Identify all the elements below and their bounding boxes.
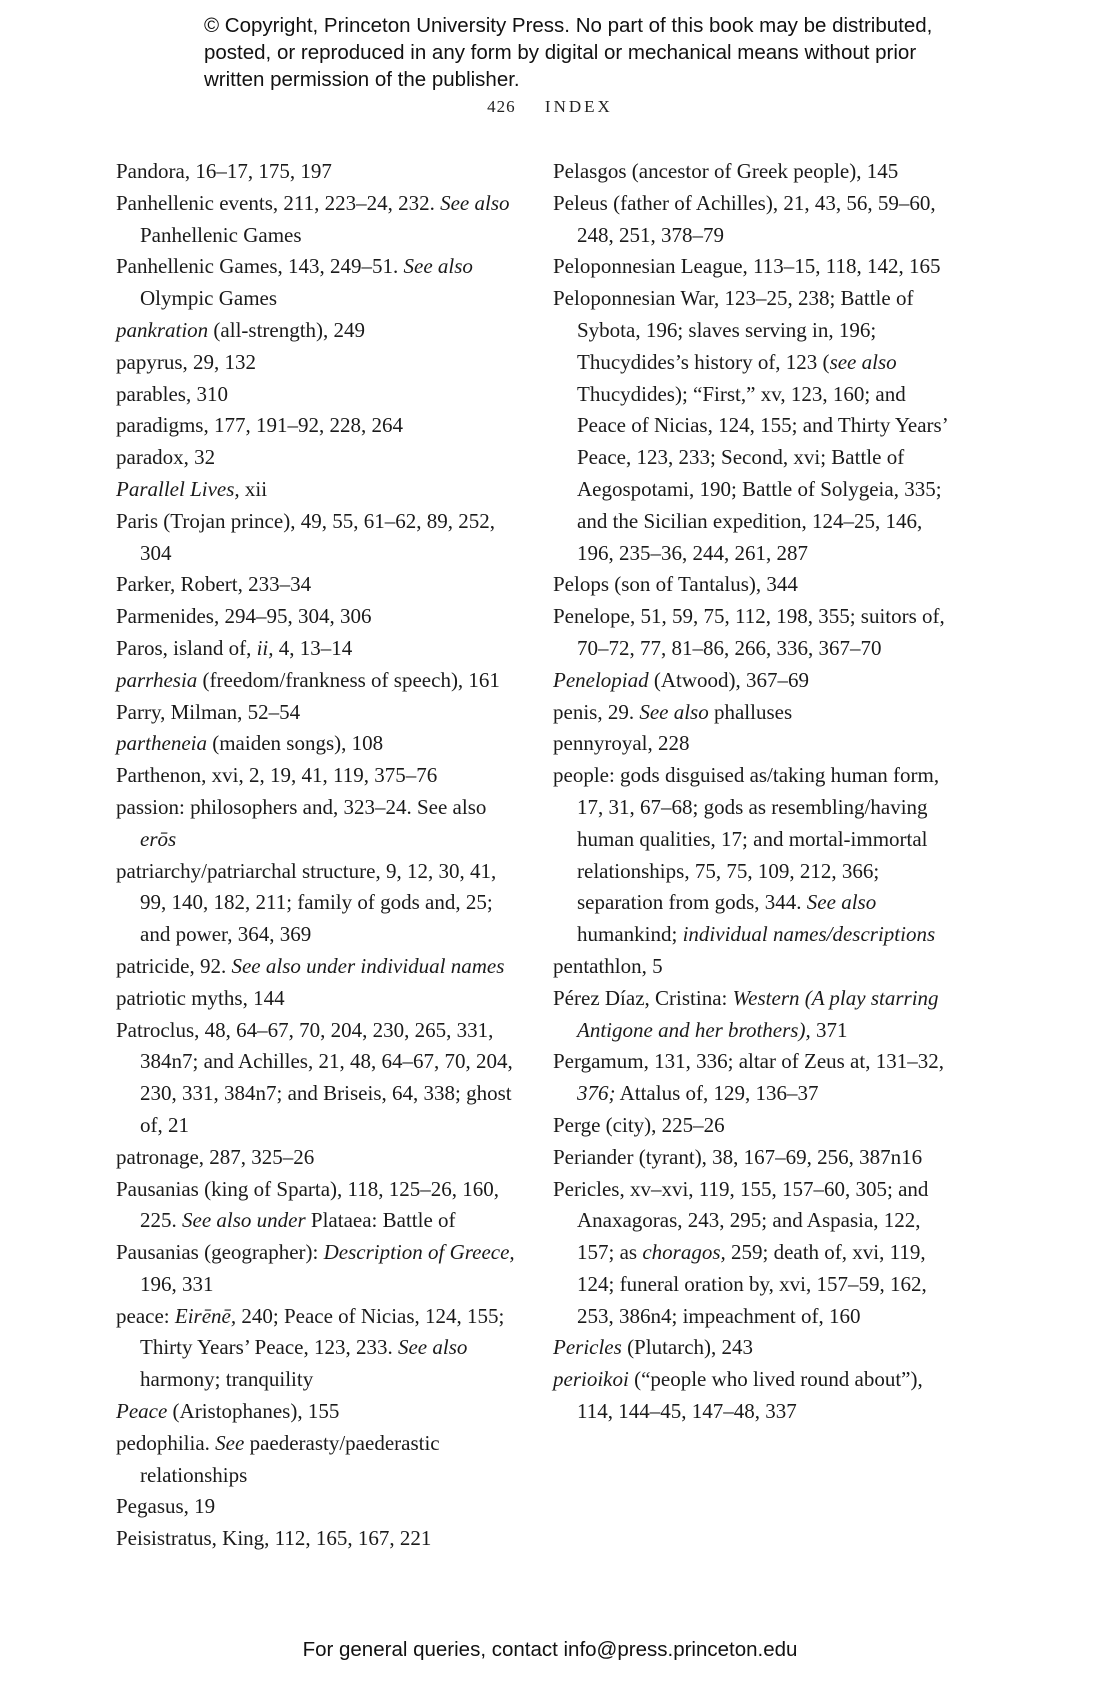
index-entry (553, 1046, 953, 1110)
index-entry (116, 474, 516, 506)
entry-italic-text: pankration (116, 317, 209, 342)
entry-italic-text: Description of Greece, (323, 1240, 515, 1265)
index-entry (553, 951, 953, 983)
section-title: INDEX (544, 97, 613, 116)
index-entry (116, 442, 516, 474)
entry-text: Pandora, 16–17, 175, 197 (116, 159, 332, 183)
entry-text: patriarchy/patriarchal structure, 9, 12, 30, 41, 99, 140, 182, 211; family of gods and, 25; and power, 364, 369 (116, 858, 497, 947)
entry-text: Patroclus, 48, 64–67, 70, 204, 230, 265, 331, 384n7; and Achilles, 21, 48, 64–67, 70, 204, 230, 331, 384n7; and Briseis, 64, 338; ghost of, 21 (116, 1017, 513, 1137)
index-entry (116, 856, 516, 951)
entry-italic-text: Western (A play starring Antigone and her brothers), (577, 985, 939, 1042)
index-entry (553, 665, 953, 697)
entry-italic-text: parrhesia (116, 667, 198, 692)
entry-text: Periander (tyrant), 38, 167–69, 256, 387n16 (553, 1144, 923, 1169)
index-entry (116, 188, 516, 252)
entry-italic-text: Pericles (553, 1335, 622, 1360)
index-entry (116, 951, 516, 983)
entry-text: patricide, 92. (116, 953, 232, 978)
entry-italic-text: See also under individual names (231, 953, 505, 978)
entry-text: Panhellenic Games, 143, 249–51. (116, 254, 404, 279)
entry-italic-text: Parallel Lives, (116, 476, 240, 501)
entry-text: Panhellenic events, 211, 223–24, 232. (116, 190, 441, 215)
index-entry (553, 188, 953, 252)
index-entry (553, 156, 953, 188)
index-entry (553, 1174, 953, 1333)
entry-text: pentathlon, 5 (553, 953, 663, 978)
index-entry (116, 1396, 516, 1428)
index-entry (116, 251, 516, 315)
index-entry (116, 601, 516, 633)
entry-text: patronage, 287, 325–26 (116, 1144, 315, 1169)
entry-italic-text: See also (639, 699, 709, 724)
entry-text: Pérez Díaz, Cristina: (553, 985, 733, 1010)
entry-text: Pelasgos (ancestor of Greek people), 145 (553, 159, 899, 183)
entry-text: pennyroyal, 228 (553, 731, 690, 756)
index-entry (553, 1110, 953, 1142)
entry-text: harmony; tranquility (140, 1367, 314, 1392)
entry-text: Peleus (father of Achilles), 21, 43, 56, 59–60, 248, 251, 378–79 (553, 190, 936, 247)
footer-contact: For general queries, contact info@press.princeton.edu (302, 1638, 798, 1661)
running-head (0, 97, 1100, 117)
entry-italic-text: Eirēnē, (174, 1303, 237, 1328)
entry-text: (Plutarch), 243 (621, 1335, 754, 1360)
entry-text: parables, 310 (116, 381, 228, 406)
index-entry (116, 697, 516, 729)
entry-italic-text: See (215, 1430, 245, 1455)
entry-text: paradigms, 177, 191–92, 228, 264 (116, 413, 403, 438)
entry-text: (freedom/frankness of speech), 161 (197, 667, 500, 692)
index-entry (116, 569, 516, 601)
entry-text: Peloponnesian War, 123–25, 238; Battle of Sybota, 196; slaves serving in, 196; Thucydides’s history of, 123 ( (553, 286, 914, 374)
entry-italic-text: perioikoi (553, 1367, 629, 1392)
entry-text: 196, 331 (140, 1271, 214, 1296)
entry-text: (all-strength), 249 (208, 317, 366, 342)
index-entry (116, 1301, 516, 1396)
entry-text: (Atwood), 367–69 (648, 667, 810, 692)
entry-text: pedophilia. (116, 1430, 216, 1455)
entry-text: Parker, Robert, 233–34 (116, 572, 312, 597)
index-entry (553, 697, 953, 729)
index-entry (553, 251, 953, 283)
entry-text: 259; death of, xvi, 119, 124; funeral oration by, xvi, 157–59, 162, 253, 386n4; impeachment of, 160 (577, 1240, 927, 1328)
entry-text: patriotic myths, 144 (116, 985, 285, 1010)
index-entry (116, 379, 516, 411)
index-entry (553, 569, 953, 601)
entry-italic-text: ii, (256, 635, 274, 660)
entry-text: Pelops (son of Tantalus), 344 (553, 572, 798, 597)
entry-text: Pegasus, 19 (116, 1494, 216, 1519)
index-entry (116, 792, 516, 856)
entry-text: passion: philosophers and, 323–24. See also (116, 794, 487, 819)
entry-text: humankind; (577, 922, 683, 947)
index-column-left (116, 156, 516, 1555)
index-entry (116, 506, 516, 570)
index-entry (116, 1491, 516, 1523)
entry-text: Parthenon, xvi, 2, 19, 41, 119, 375–76 (116, 763, 438, 788)
index-entry (553, 1332, 953, 1364)
entry-italic-text: individual names/descriptions (682, 922, 936, 947)
entry-text: xii (239, 476, 268, 501)
entry-text: phalluses (708, 699, 793, 724)
entry-text: Peloponnesian League, 113–15, 118, 142, 165 (553, 254, 941, 279)
index-entry (553, 728, 953, 760)
index-entry (553, 1142, 953, 1174)
entry-text: paederasty/paederastic relationships (140, 1430, 440, 1487)
index-entry (116, 633, 516, 665)
entry-text: Paris (Trojan prince), 49, 55, 61–62, 89, 252, 304 (116, 508, 495, 565)
entry-text: Olympic Games (140, 286, 278, 311)
entry-text: Plataea: Battle of (305, 1208, 456, 1233)
entry-text: Pergamum, 131, 336; altar of Zeus at, 131–32, (553, 1049, 944, 1074)
entry-italic-text: choragos, (642, 1240, 726, 1265)
index-entry (116, 1174, 516, 1238)
index-entry (116, 1237, 516, 1301)
entry-text: Parmenides, 294–95, 304, 306 (116, 604, 372, 629)
entry-italic-text: see also (829, 349, 897, 374)
page-number: 426 (487, 97, 516, 116)
entry-text: Attalus of, 129, 136–37 (615, 1081, 819, 1106)
entry-italic-text: partheneia (116, 731, 207, 756)
entry-text: Pausanias (king of Sparta), 118, 125–26, 160, 225. (116, 1176, 500, 1233)
index-entry (116, 156, 516, 188)
index-entry (116, 665, 516, 697)
index-entry (116, 760, 516, 792)
entry-text: Peisistratus, King, 112, 165, 167, 221 (116, 1526, 432, 1551)
index-entry (553, 601, 953, 665)
index-entry (553, 760, 953, 951)
entry-italic-text: Penelopiad (553, 667, 649, 692)
entry-text: (“people who lived round about”), 114, 144–45, 147–48, 337 (577, 1367, 923, 1424)
entry-italic-text: See also under (182, 1208, 306, 1233)
index-entry (553, 983, 953, 1047)
index-entry (116, 1428, 516, 1492)
entry-italic-text: See also (806, 890, 877, 915)
entry-text: (maiden songs), 108 (206, 731, 384, 756)
entry-text: Pausanias (geographer): (116, 1240, 324, 1265)
index-entry (116, 1142, 516, 1174)
index-entry (116, 728, 516, 760)
entry-text: 4, 13–14 (273, 635, 353, 660)
entry-text: penis, 29. (553, 699, 640, 724)
entry-text: paradox, 32 (116, 445, 216, 470)
entry-italic-text: 376; (577, 1081, 616, 1106)
entry-italic-text: erōs (140, 826, 177, 851)
copyright-notice: © Copyright, Princeton University Press. No part of this book may be distributed, posted, or reproduced in any form by digital or mechanical means without prior written permission of the publisher. (204, 14, 933, 91)
index-entry (116, 983, 516, 1015)
entry-text: Panhellenic Games (140, 222, 302, 247)
index-entry (116, 315, 516, 347)
entry-text: Paros, island of, (116, 635, 257, 660)
entry-text: Perge (city), 225–26 (553, 1112, 725, 1137)
index-entry (553, 1364, 953, 1428)
entry-text: 240; Peace of Nicias, 124, 155; Thirty Years’ Peace, 123, 233. (140, 1303, 505, 1360)
entry-text: Parry, Milman, 52–54 (116, 699, 301, 724)
index-entry (116, 1523, 516, 1555)
index-entry (553, 283, 953, 569)
entry-text: people: gods disguised as/taking human form, 17, 31, 67–68; gods as resembling/having human qualities, 17; and mortal-immortal relationships, 75, 75, 109, 212, 366; separation from gods, 344. (553, 763, 940, 915)
index-entry (116, 1015, 516, 1142)
entry-text: papyrus, 29, 132 (116, 349, 256, 374)
entry-text: (Aristophanes), 155 (167, 1399, 340, 1424)
index-column-right (553, 156, 953, 1428)
entry-italic-text: Peace (116, 1399, 168, 1424)
index-entry (116, 410, 516, 442)
entry-text: peace: (116, 1303, 175, 1328)
entry-text: 371 (810, 1017, 848, 1042)
entry-italic-text: See also (397, 1335, 468, 1360)
entry-text: Pericles, xv–xvi, 119, 155, 157–60, 305; and Anaxagoras, 243, 295; and Aspasia, 122, 157; as (553, 1176, 929, 1265)
entry-text: Penelope, 51, 59, 75, 112, 198, 355; suitors of, 70–72, 77, 81–86, 266, 336, 367–70 (553, 604, 945, 660)
entry-text: Thucydides); “First,” xv, 123, 160; and Peace of Nicias, 124, 155; and Thirty Years’ Peace, 123, 233; Second, xvi; Battle of Aegospotami, 190; Battle of Solygeia, 335; and the Sicilian expedition, 124–25, 146, 196, 235–36, 244, 261, 287 (577, 381, 948, 565)
entry-italic-text: See also (440, 190, 510, 215)
entry-italic-text: See also (403, 254, 473, 279)
index-entry (116, 347, 516, 379)
